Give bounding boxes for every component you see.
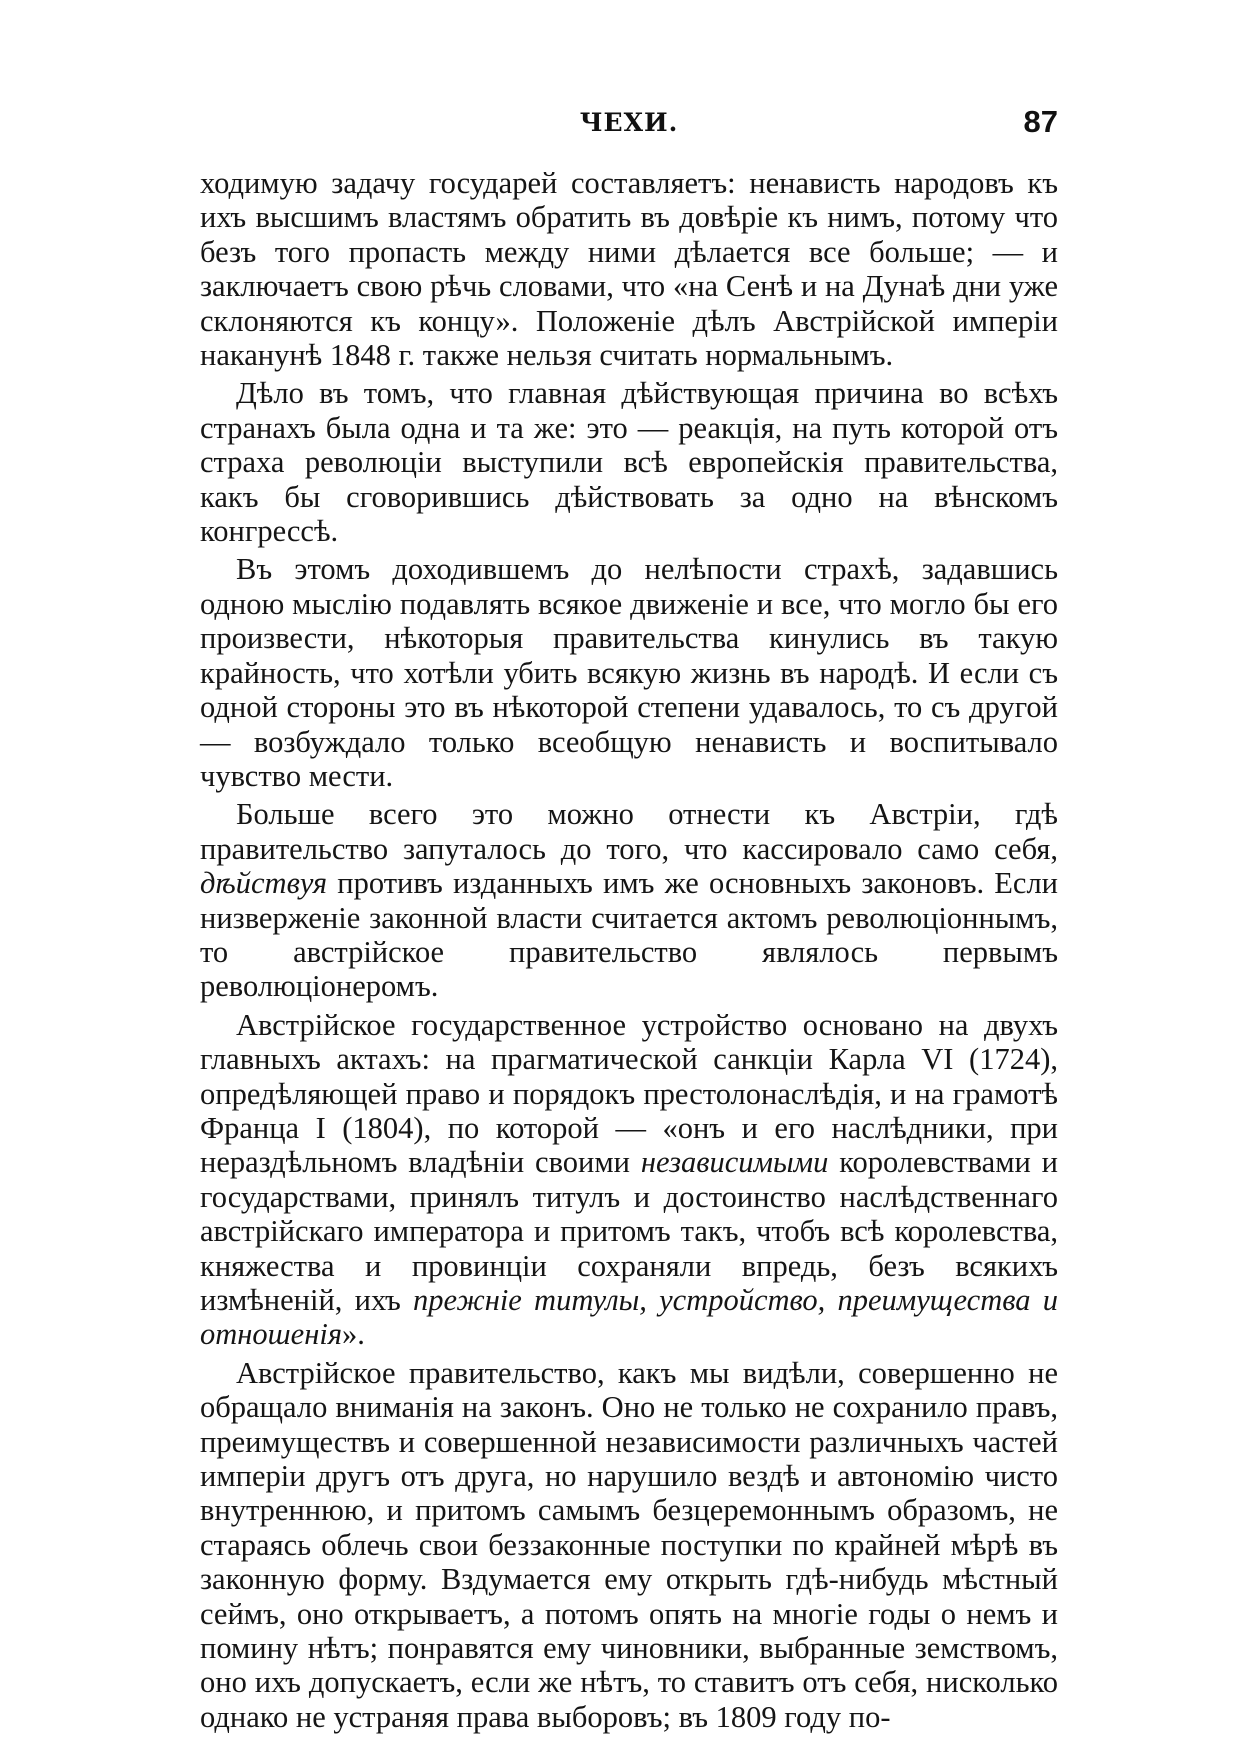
- text-segment: Больше всего это можно отнести къ Австріи, гдѣ правительство запуталось до того, что кассировало само себя,: [200, 797, 1058, 866]
- paragraph-3: [200, 552, 1058, 793]
- italic-text: прежніе титулы, устройство, преимущества и отношенія: [200, 1283, 1059, 1352]
- italic-text: независимыми: [640, 1145, 829, 1180]
- text-segment: королевствами и государствами, принялъ титулъ и достоинство наслѣдственнаго австрійскаго императора и притомъ такъ, чтобъ всѣ королевства, княжества и провинціи сохраняли впредь, безъ всякихъ измѣненій, ихъ: [200, 1145, 1058, 1317]
- text-segment: Дѣло въ томъ, что главная дѣйствующая причина во всѣхъ странахъ была одна и та же: это — реакція, на путь которой отъ страха революціи выступили всѣ европейскія правительства, какъ бы сговорившись дѣйствовать за одно на вѣнскомъ конгрессѣ.: [200, 376, 1058, 549]
- paragraph-6: [200, 1356, 1058, 1734]
- italic-text: дѣйствуя: [200, 866, 328, 901]
- text-segment: противъ изданныхъ имъ же основныхъ законовъ. Если низверженіе законной власти считается актомъ революціоннымъ, то австрійское правительство являлось первымъ революціонеромъ.: [200, 866, 1058, 1004]
- text-segment: ходимую задачу государей составляетъ: ненависть народовъ къ ихъ высшимъ властямъ обратить въ довѣріе къ нимъ, потому что безъ того пропасть между ними дѣлается все больше; — и заключаетъ свою рѣчь словами, что «на Сенѣ и на Дунаѣ дни уже склоняются къ концу». Положеніе дѣлъ Австрійской имперіи наканунѣ 1848 г. также нельзя считать нормальнымъ.: [200, 166, 1058, 373]
- paragraph-1: [200, 166, 1058, 372]
- body-text: [200, 166, 1058, 1738]
- text-segment: Австрійское государственное устройство основано на двухъ главныхъ актахъ: на прагматической санкціи Карла VI (1724), опредѣляющей право и порядокъ престолонаслѣдія, и на грамотѣ Франца I (1804), по которой — «онъ и его наслѣдники, при нераздѣльномъ владѣніи своими: [200, 1007, 1058, 1180]
- page-number: 87: [1023, 104, 1058, 139]
- text-segment: Австрійское правительство, какъ мы видѣли, совершенно не обращало вниманія на законъ. Оно не только не сохранило правъ, преимуществъ и совершенной независимости различныхъ частей имперіи другъ отъ друга, но нарушило вездѣ и автономію чисто внутреннюю, и притомъ самымъ безцеремоннымъ образомъ, не стараясь облечь свои беззаконные поступки по крайней мѣрѣ въ законную форму. Вздумается ему открыть гдѣ-нибудь мѣстный сеймъ, оно открываетъ, а потомъ опять на многіе годы о немъ и помину нѣтъ; понравятся ему чиновники, выбранные земствомъ, оно ихъ допускаетъ, если же нѣтъ, то ставитъ отъ себя, нисколько однако не устраняя права выборовъ; въ 1809 году по-: [200, 1355, 1058, 1734]
- paragraph-5: [200, 1008, 1058, 1352]
- paragraph-4: [200, 797, 1058, 1003]
- paragraph-2: [200, 376, 1058, 548]
- text-segment: Въ этомъ доходившемъ до нелѣпости страхѣ, задавшись одною мыслію подавлять всякое движеніе и все, что могло бы его произвести, нѣкоторыя правительства кинулись въ такую крайность, что хотѣли убить всякую жизнь въ народѣ. И если съ одной стороны это въ нѣкоторой степени удавалось, то съ другой — возбуждало только всеобщую ненависть и воспитывало чувство мести.: [200, 552, 1058, 793]
- text-segment: ».: [342, 1317, 365, 1352]
- page-header: [200, 104, 1058, 152]
- running-head: ЧЕХИ.: [579, 108, 679, 137]
